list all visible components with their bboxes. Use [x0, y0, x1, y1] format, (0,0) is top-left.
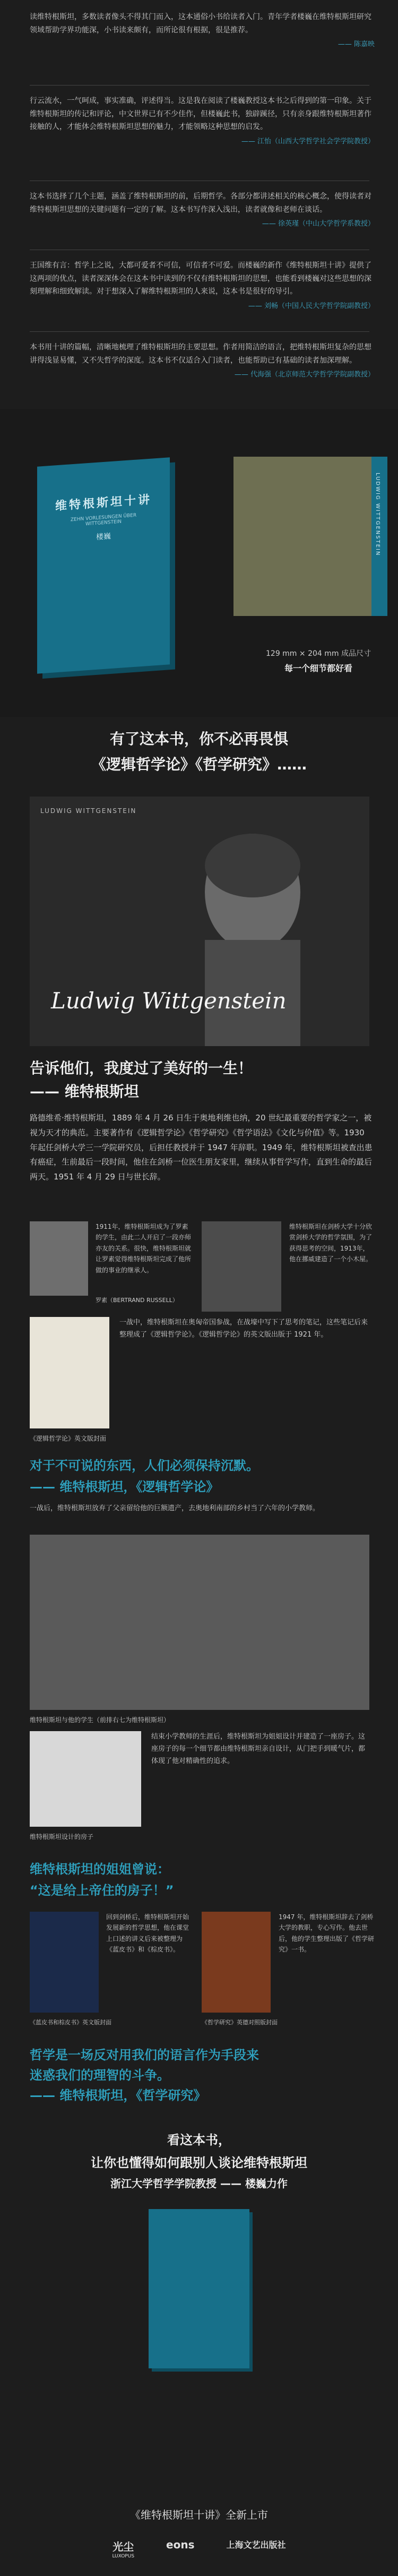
- logo-luxopus-sub: LUXOPUS: [112, 2554, 135, 2559]
- closing-line1: 看这本书，: [167, 2133, 231, 2147]
- russell-caption: 罗素（BERTRAND RUSSELL）: [96, 1297, 178, 1304]
- last-words-line1: 告诉他们，我度过了美好的一生！: [30, 1059, 253, 1077]
- review-text: 这本书选择了几个主题，涵盖了维特根斯坦的前，后期哲学。各部分都讲述相关的核心概念，使得读者对维特根斯坦思想的关键问题有一定的了解。这本书写作深入浅出，读者就像和老师在谈话。: [30, 192, 371, 214]
- review-author: —— 徐英瑾（中山大学哲学系教授）: [262, 220, 375, 228]
- school-text: 一战后，维特根斯坦放弃了父亲留给他的巨额遗产，去奥地利南部的乡村当了六年的小学教师。: [30, 1504, 320, 1512]
- book-title: 维特根斯坦十讲: [55, 493, 152, 514]
- biography: 路德维希·维特根斯坦，1889 年 4 月 26 日生于奥地利维也纳，20 世纪最重要的哲学家之一，被视为天才的典范。主要著作有《逻辑哲学论》《哲学研究》《哲学语法》《文化与价值》等。1930 年起任剑桥大学三一学院研究员，后担任教授并于 1947 年辞职。1949 年，维特根斯坦被查出患有癌症，生前最后一段时间，他住在剑桥一位医生朋友家里，继续从事哲学写作，直到生命的最后两天。1951 年 4 月 29 日与世长辞。: [30, 1113, 373, 1182]
- philosophy-line3: —— 维特根斯坦，《哲学研究》: [30, 2088, 206, 2103]
- last-words-line2: —— 维特根斯坦: [30, 1083, 139, 1100]
- review-text: 王国维有言：哲学上之说，大都可爱者不可信，可信者不可爱。而楼巍的新作《维特根斯坦十讲》提供了这两项的优点，读者深深体会在这本书中读到的不仅有维特根斯坦的思想，也能看到楼巍对这些思想的深刻理解和细致解读。对于想深入了解维特根斯坦的人来说，这本书是很好的导引。: [30, 261, 371, 296]
- review-5: [30, 341, 375, 381]
- blue-book-caption: 《蓝皮书和棕皮书》英文版封面: [30, 2019, 111, 2026]
- blue-book-cover: [30, 1912, 99, 2013]
- review-text: 行云流水，一气呵成，事实准确，评述得当。这是我在阅读了楼巍教授这本书之后得到的第一印象。关于维特根斯坦的传记和评论，中文世界已有不少佳作，但楼巍此书，独辟蹊径，只有亲身跟维特根斯坦著作接触的人，才能体会维特根斯坦思想的魅力，才能领略这种思想的启发。: [30, 97, 371, 131]
- tractatus-caption: 《逻辑哲学论》英文版封面: [30, 1435, 107, 1442]
- tractatus-cover: [30, 1317, 109, 1428]
- spine-text: LUDWIG WITTGENSTEIN: [375, 473, 380, 557]
- review-text: 读维特根斯坦，多数读者像头不得其门而入，这本通俗小书给读者入门。青年学者楼巍在维特根斯坦研究领域帮助学界功能深，小书读来颇有，而所论很有根据，很是推荐。: [30, 13, 371, 35]
- book-front-cover: [37, 457, 170, 673]
- house-caption: 维特根斯坦设计的房子: [30, 1833, 94, 1841]
- book-author: 楼巍: [96, 532, 111, 542]
- closing-line3: 浙江大学哲学学院教授 —— 楼巍力作: [110, 2177, 288, 2190]
- launch-text: 《维特根斯坦十讲》全新上市: [130, 2509, 268, 2521]
- investigations-caption: 《哲学研究》英德对照版封面: [202, 2019, 278, 2026]
- portrait-header: LUDWIG WITTGENSTEIN: [40, 807, 137, 815]
- logo-publisher: 上海文艺出版社: [226, 2540, 286, 2550]
- spec-size: 129 mm × 204 mm 成品尺寸: [266, 649, 371, 658]
- house-text: 结束小学教师的生涯后，维特根斯坦为姐姐设计并建造了一座房子。这座房子的每一个细节都由维特根斯坦亲自设计，从门把手到暖气片，都体现了他对精确性的追求。: [151, 1733, 366, 1765]
- closing-line2: 让你也懂得如何跟别人谈论维特根斯坦: [91, 2155, 307, 2170]
- review-author: —— 代海强（北京师范大学哲学学院副教授）: [234, 371, 375, 379]
- logo-luxopus: [112, 2538, 134, 2559]
- book-back-cover: [233, 457, 380, 616]
- russell-photo: [30, 1221, 88, 1296]
- review-text: 本书用十讲的篇幅，清晰地梳理了维特根斯坦的主要思想。作者用简洁的语言，把维特根斯坦复杂的思想讲得浅显易懂，又不失哲学的深度。这本书不仅适合入门读者，也能帮助已有基础的读者加深理解。: [30, 343, 371, 365]
- final-book: [149, 2209, 249, 2368]
- book-subtitle: ZEHN VORLESUNGEN ÜBER WITTGENSTEIN: [70, 512, 137, 527]
- sister-line2: “这是给上帝住的房子！”: [30, 1883, 174, 1898]
- russell-text: 1911年，维特根斯坦成为了罗素的学生，由此二人开启了一段亦师亦友的关系。很快，维特根斯坦就让罗素觉得维特根斯坦完成了他所做的事业的继承人。: [96, 1223, 192, 1274]
- logo-luxopus-name: 光尘: [113, 2540, 134, 2553]
- logo-eons: eons: [166, 2538, 195, 2551]
- house-photo: [30, 1731, 141, 1827]
- footer-logos: [0, 2538, 398, 2559]
- intro-line1: 有了这本书，你不必再畏惧: [109, 730, 288, 748]
- portrait-photo: [30, 797, 369, 1046]
- book-spine: [371, 457, 387, 616]
- blue-book-text: 回到剑桥后，维特根斯坦开始发展新的哲学思想，他在课堂上口述的讲义后来被整理为《蓝皮书》和《棕皮书》。: [106, 1913, 189, 1954]
- philosophy-line2: 迷惑我们的理智的斗争。: [30, 2068, 170, 2083]
- school-caption: 维特根斯坦与他的学生（前排右七为维特根斯坦）: [30, 1716, 170, 1724]
- investigations-text: 1947 年，维特根斯坦辞去了剑桥大学的教职，专心写作。他去世后，他的学生整理出版了《哲学研究》一书。: [279, 1913, 375, 1954]
- spec-detail: 每一个细节都好看: [284, 663, 352, 673]
- sister-line1: 维特根斯坦的姐姐曾说：: [30, 1862, 170, 1877]
- review-2: [30, 95, 375, 148]
- intro-line2: 《逻辑哲学论》《哲学研究》……: [91, 756, 307, 773]
- divider: [30, 331, 369, 332]
- silence-line2: —— 维特根斯坦，《逻辑哲学论》: [30, 1479, 219, 1494]
- book-showcase: [0, 409, 398, 717]
- school-photo: [30, 1535, 369, 1710]
- cambridge-photo: [202, 1221, 281, 1312]
- review-1: [30, 11, 375, 51]
- review-author: —— 刘畅（中国人民大学哲学院副教授）: [248, 302, 375, 310]
- review-author: —— 陈嘉映: [338, 40, 375, 48]
- philosophy-line1: 哲学是一场反对用我们的语言作为手段来: [30, 2048, 259, 2062]
- silence-line1: 对于不可说的东西，人们必须保持沉默。: [30, 1458, 259, 1473]
- review-4: [30, 259, 375, 312]
- signature: Ludwig Wittgenstein: [51, 988, 287, 1014]
- review-3: [30, 190, 375, 230]
- closing: [0, 2129, 398, 2190]
- book-spec: [249, 648, 387, 674]
- cambridge-text: 维特根斯坦在剑桥大学十分欣赏剑桥大学的哲学氛围，为了获得思考的空间，1913年，他在挪威建造了一个小木屋。: [289, 1223, 373, 1263]
- intro-heading: [0, 728, 398, 774]
- tractatus-text: 一战中，维特根斯坦在奥匈帝国参战，在战壕中写下了思考的笔记，这些笔记后来整理成了《逻辑哲学论》。《逻辑哲学论》的英文版出版于 1921 年。: [119, 1319, 368, 1339]
- review-author: —— 江怡（山西大学哲学社会学学院教授）: [241, 137, 375, 146]
- investigations-cover: [202, 1912, 271, 2013]
